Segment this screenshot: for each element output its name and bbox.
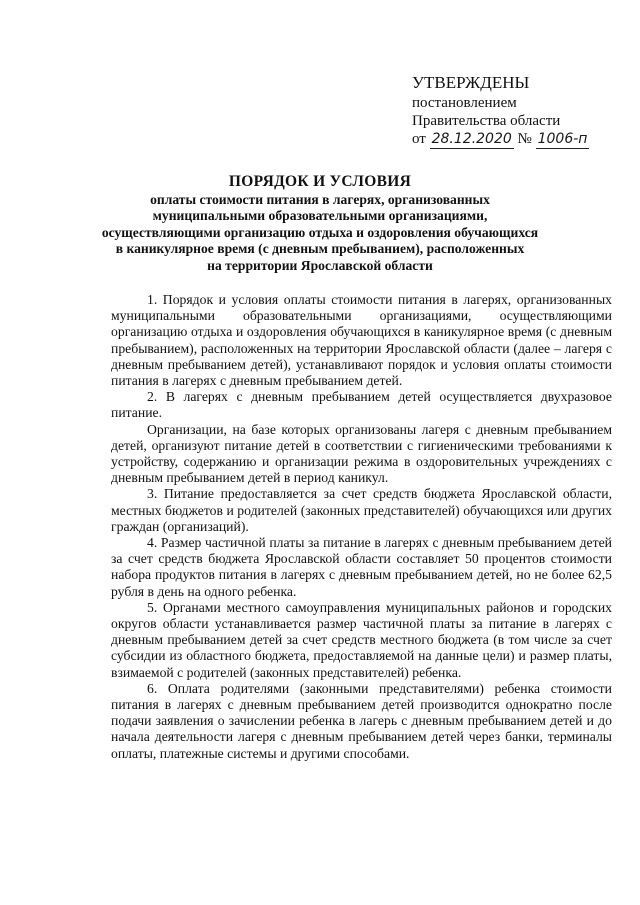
title-line-5: на территории Ярославской области <box>207 257 433 273</box>
title-line-1: оплаты стоимости питания в лагерях, организованных <box>150 192 490 207</box>
paragraph-2: 2. В лагерях с дневным пребыванием детей осуществляется двухразовое питание. <box>111 389 612 421</box>
paragraph-2-continued: Организации, на базе которых организованы лагеря с дневным пребыванием детей, организуют питание детей в соответствии с гигиеническими требованиями к устройству, содержанию и организации режима в оздоровительных учреждениях с дневным пребыванием детей в период каникул. <box>111 421 612 486</box>
paragraph-4: 4. Размер частичной платы за питание в лагерях с дневным пребыванием детей за счет средств бюджета Ярославской области составляет 50 процентов стоимости набора продуктов питания в лагерях с дневным пребыванием детей, но не более 62,5 рубля в день на одного ребенка. <box>111 535 612 599</box>
title-line-4: в каникулярное время (с дневным пребыванием), расположенных <box>115 241 525 257</box>
paragraph-1: 1. Порядок и условия оплаты стоимости питания в лагерях, организованных муниципальными образовательными организациями, осуществляющими организацию отдыха и оздоровления обучающихся в каникулярное время (с дневным пребыванием), расположенных на территории Ярославской области (далее – лагеря с дневным пребыванием детей), устанавливают порядок и условия оплаты стоимости питания в лагерях с дневным пребыванием детей. <box>111 292 612 389</box>
title-main: ПОРЯДОК И УСЛОВИЯ <box>228 173 412 190</box>
document-body <box>111 292 612 762</box>
approval-date: 28.12.2020 <box>431 131 512 147</box>
approval-date-line <box>412 130 622 149</box>
approval-stamp <box>412 72 622 149</box>
document-title <box>0 172 640 274</box>
paragraph-6: 6. Оплата родителями (законными представителями) ребенка стоимости питания в лагерях с дневным пребыванием детей производится однократно после подачи заявления о зачислении ребенка в лагерь с дневным пребыванием детей и до начала деятельности лагеря с дневным пребыванием детей через банки, терминалы оплаты, платежные системы и другими способами. <box>111 680 612 761</box>
approval-number-sign: № <box>517 131 532 147</box>
paragraph-5: 5. Органами местного самоуправления муниципальных районов и городских округов области устанавливается размер частичной платы за питание в лагерях с дневным пребыванием детей за счет средств местного бюджета (в том числе за счет субсидии из областного бюджета, предоставляемой на данные цели) и размер платы, взимаемой с родителей (законных представителей) ребенка. <box>111 599 612 680</box>
approval-heading: УТВЕРЖДЕНЫ <box>412 73 530 92</box>
title-line-2: муниципальными образовательными организациями, <box>152 208 488 224</box>
approval-line-1: постановлением <box>412 95 517 111</box>
approval-date-prefix: от <box>412 131 426 147</box>
approval-line-2: Правительства области <box>412 113 561 129</box>
approval-number: 1006-п <box>537 131 588 147</box>
paragraph-3: 3. Питание предоставляется за счет средств бюджета Ярославской области, местных бюджетов и родителей (законных представителей) обучающихся или других граждан (организаций). <box>111 486 612 534</box>
title-line-3: осуществляющими организацию отдыха и оздоровления обучающихся <box>101 224 539 240</box>
